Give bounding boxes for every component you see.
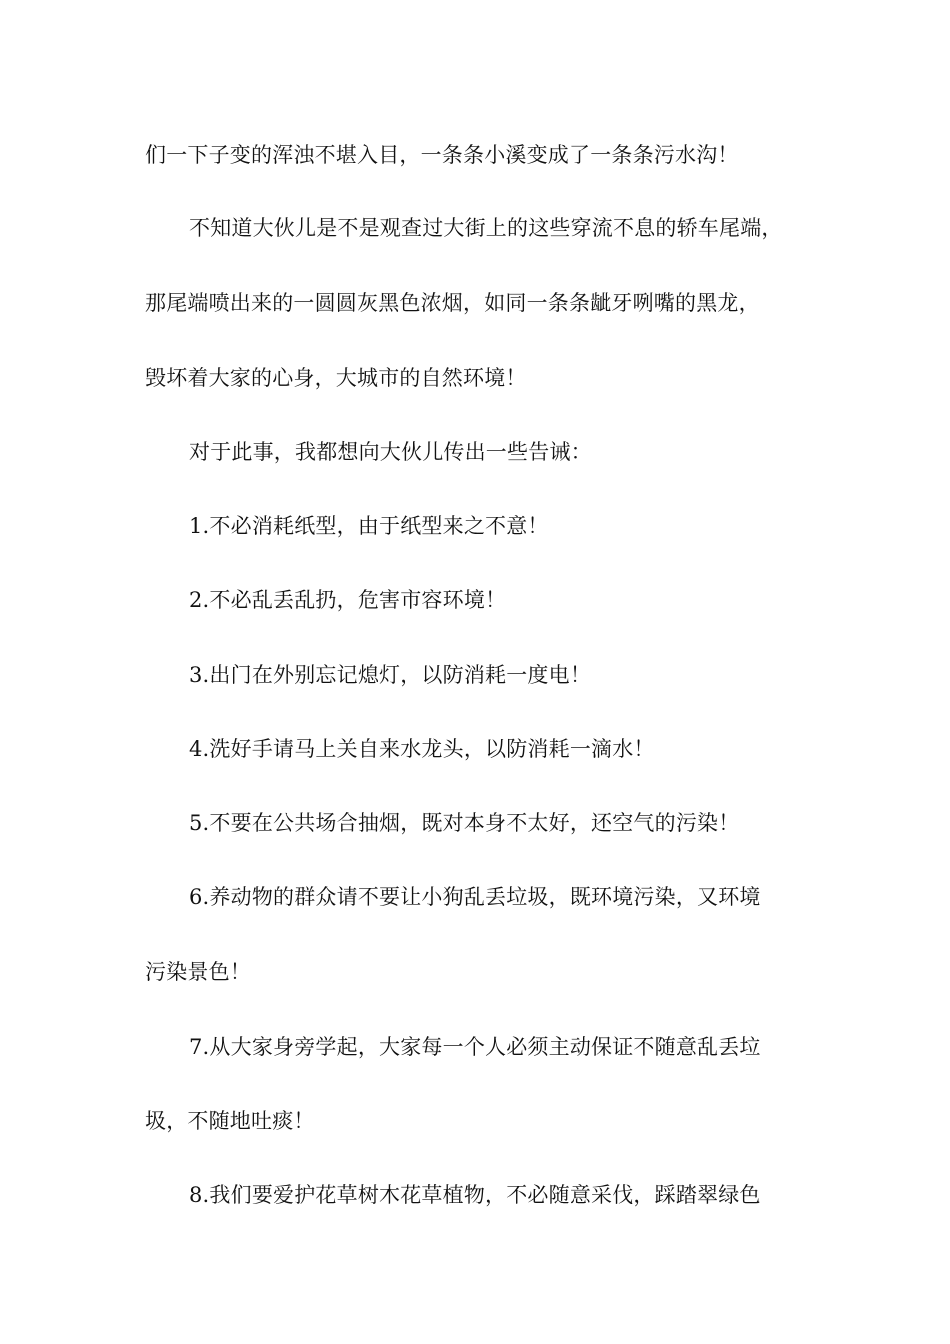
text-line-1: 们一下子变的浑浊不堪入目，一条条小溪变成了一条条污水沟！ bbox=[145, 143, 739, 167]
list-item-6: 6.养动物的群众请不要让小狗乱丢垃圾，既环境污染，又环境 bbox=[189, 885, 761, 909]
list-item-1: 1.不必消耗纸型，由于纸型来之不意！ bbox=[189, 514, 549, 538]
list-item-8: 8.我们要爱护花草树木花草植物，不必随意采伐，踩踏翠绿色 bbox=[189, 1183, 761, 1207]
list-item-3: 3.出门在外别忘记熄灯，以防消耗一度电！ bbox=[189, 663, 592, 687]
list-item-6-continued: 污染景色！ bbox=[145, 960, 251, 984]
list-item-7: 7.从大家身旁学起，大家每一个人必须主动保证不随意乱丢垃 bbox=[189, 1035, 761, 1059]
list-item-7-continued: 圾，不随地吐痰！ bbox=[145, 1109, 315, 1133]
text-line-2: 不知道大伙儿是不是观查过大街上的这些穿流不息的轿车尾端， bbox=[189, 216, 783, 240]
list-item-5: 5.不要在公共场合抽烟，既对本身不太好，还空气的污染！ bbox=[189, 811, 740, 835]
text-line-4: 毁坏着大家的心身，大城市的自然环境！ bbox=[145, 366, 527, 390]
list-item-2: 2.不必乱丢乱扔，危害市容环境！ bbox=[189, 588, 507, 612]
list-item-4: 4.洗好手请马上关自来水龙头，以防消耗一滴水！ bbox=[189, 737, 655, 761]
text-line-3: 那尾端喷出来的一圆圆灰黑色浓烟，如同一条条龇牙咧嘴的黑龙， bbox=[145, 291, 760, 315]
text-line-5: 对于此事，我都想向大伙儿传出一些告诫： bbox=[189, 440, 592, 464]
